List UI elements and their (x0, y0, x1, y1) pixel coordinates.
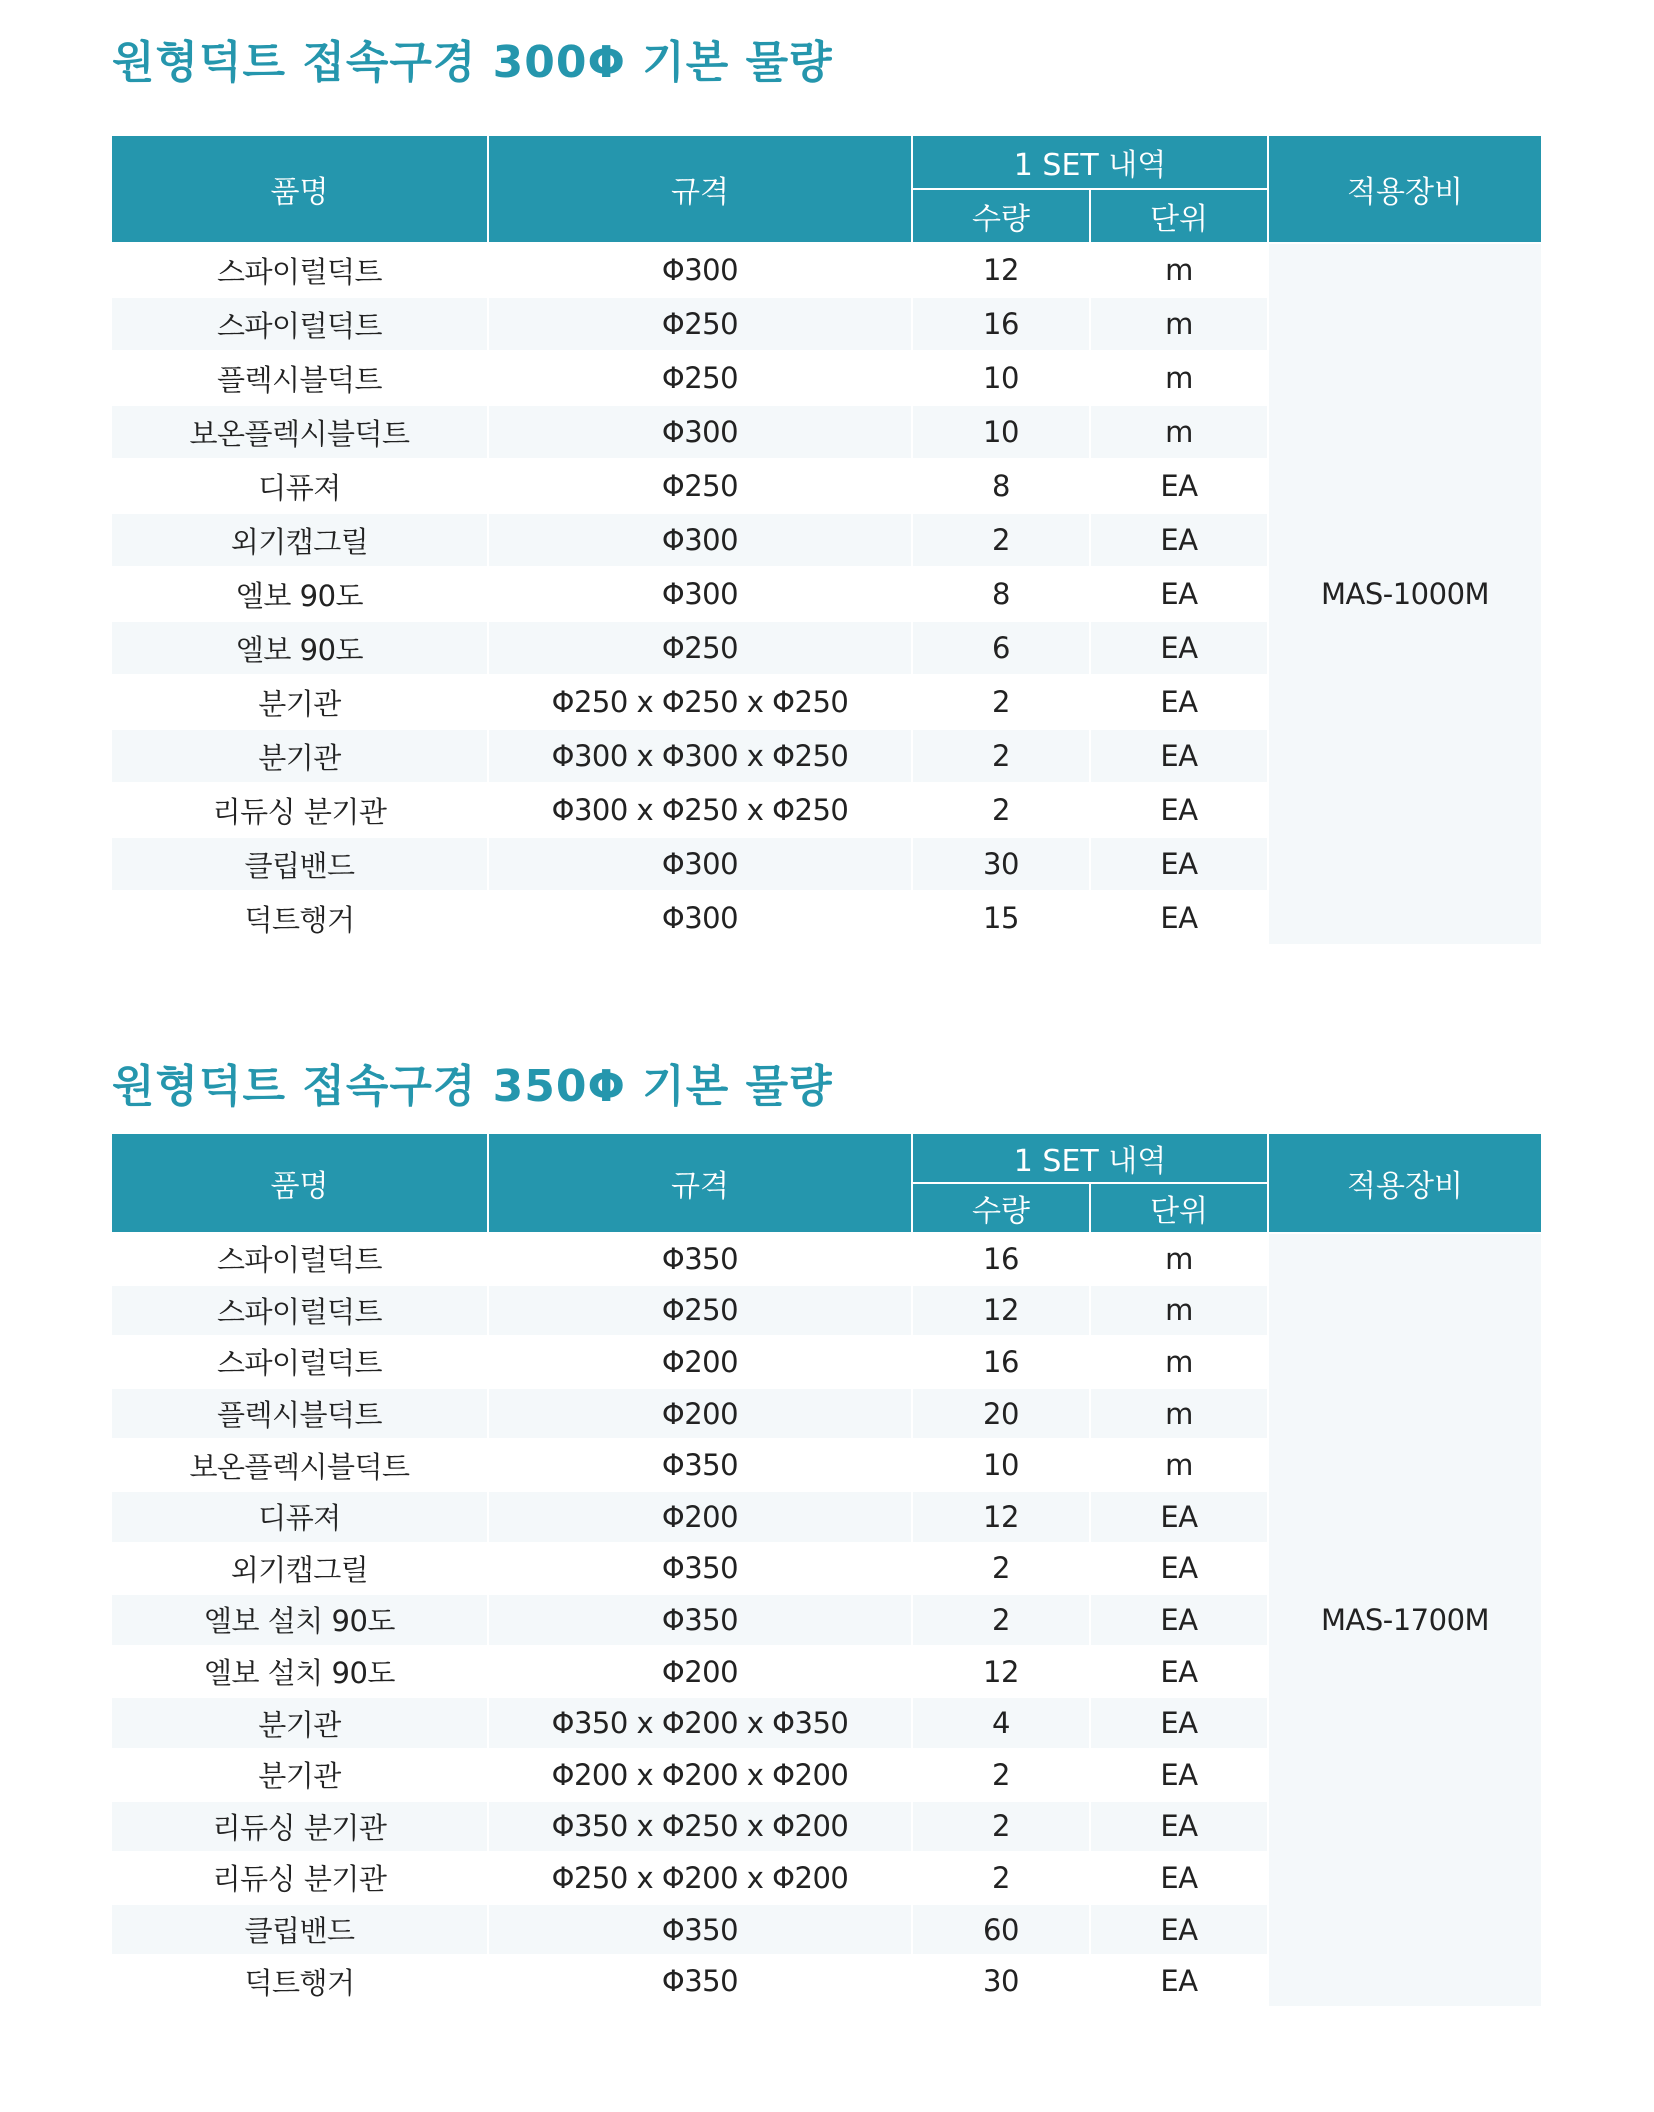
quantity-table-300 (112, 136, 1541, 946)
cell-qty: 2 (912, 1594, 1090, 1646)
cell-unit: EA (1090, 1955, 1268, 2007)
cell-spec: Φ300 (488, 837, 912, 891)
cell-name: 플렉시블덕트 (112, 351, 488, 405)
cell-spec: Φ250 (488, 351, 912, 405)
cell-qty: 15 (912, 891, 1090, 945)
cell-spec: Φ250 (488, 1285, 912, 1337)
header-qty: 수량 (912, 189, 1090, 243)
cell-spec: Φ350 x Φ250 x Φ200 (488, 1801, 912, 1853)
cell-name: 보온플렉시블덕트 (112, 405, 488, 459)
cell-qty: 2 (912, 513, 1090, 567)
cell-qty: 8 (912, 567, 1090, 621)
cell-spec: Φ300 x Φ250 x Φ250 (488, 783, 912, 837)
cell-qty: 16 (912, 1233, 1090, 1285)
cell-qty: 20 (912, 1388, 1090, 1440)
cell-spec: Φ350 (488, 1594, 912, 1646)
cell-unit: m (1090, 297, 1268, 351)
cell-unit: EA (1090, 729, 1268, 783)
cell-unit: m (1090, 1336, 1268, 1388)
cell-unit: m (1090, 1285, 1268, 1337)
cell-unit: EA (1090, 1491, 1268, 1543)
cell-unit: EA (1090, 1749, 1268, 1801)
table-row (112, 1233, 1541, 1285)
cell-spec: Φ250 x Φ200 x Φ200 (488, 1852, 912, 1904)
section-title-350: 원형덕트 접속구경 350Φ 기본 물량 (112, 1061, 833, 1112)
cell-spec: Φ300 (488, 513, 912, 567)
cell-unit: m (1090, 405, 1268, 459)
cell-spec: Φ200 x Φ200 x Φ200 (488, 1749, 912, 1801)
table-row (112, 243, 1541, 297)
header-spec: 규격 (488, 136, 912, 243)
table-body (112, 1233, 1541, 2007)
cell-name: 엘보 90도 (112, 621, 488, 675)
cell-name: 플렉시블덕트 (112, 1388, 488, 1440)
cell-unit: EA (1090, 1697, 1268, 1749)
cell-unit: EA (1090, 1543, 1268, 1595)
cell-spec: Φ350 (488, 1233, 912, 1285)
cell-spec: Φ250 (488, 621, 912, 675)
cell-spec: Φ200 (488, 1646, 912, 1698)
cell-qty: 12 (912, 243, 1090, 297)
cell-qty: 12 (912, 1285, 1090, 1337)
cell-name: 스파이럴덕트 (112, 1285, 488, 1337)
cell-qty: 8 (912, 459, 1090, 513)
cell-unit: EA (1090, 837, 1268, 891)
header-unit: 단위 (1090, 189, 1268, 243)
cell-qty: 60 (912, 1904, 1090, 1956)
cell-spec: Φ250 (488, 459, 912, 513)
cell-unit: EA (1090, 1594, 1268, 1646)
cell-name: 덕트행거 (112, 1955, 488, 2007)
cell-equipment: MAS-1000M (1268, 243, 1541, 945)
cell-spec: Φ300 (488, 567, 912, 621)
cell-unit: m (1090, 1439, 1268, 1491)
cell-spec: Φ300 (488, 405, 912, 459)
cell-qty: 10 (912, 405, 1090, 459)
cell-name: 외기캡그릴 (112, 513, 488, 567)
header-unit: 단위 (1090, 1183, 1268, 1233)
cell-name: 스파이럴덕트 (112, 243, 488, 297)
cell-name: 보온플렉시블덕트 (112, 1439, 488, 1491)
cell-unit: EA (1090, 513, 1268, 567)
header-spec: 규격 (488, 1134, 912, 1233)
cell-name: 리듀싱 분기관 (112, 1801, 488, 1853)
cell-equipment: MAS-1700M (1268, 1233, 1541, 2007)
cell-spec: Φ350 (488, 1904, 912, 1956)
header-set: 1 SET 내역 (912, 136, 1268, 189)
cell-unit: EA (1090, 621, 1268, 675)
cell-qty: 2 (912, 1801, 1090, 1853)
cell-name: 엘보 설치 90도 (112, 1646, 488, 1698)
cell-qty: 2 (912, 1852, 1090, 1904)
cell-qty: 2 (912, 1749, 1090, 1801)
cell-unit: EA (1090, 675, 1268, 729)
cell-name: 스파이럴덕트 (112, 297, 488, 351)
cell-unit: EA (1090, 891, 1268, 945)
cell-qty: 12 (912, 1491, 1090, 1543)
cell-qty: 2 (912, 1543, 1090, 1595)
cell-qty: 30 (912, 837, 1090, 891)
cell-name: 분기관 (112, 675, 488, 729)
cell-qty: 4 (912, 1697, 1090, 1749)
cell-spec: Φ200 (488, 1491, 912, 1543)
cell-qty: 2 (912, 675, 1090, 729)
cell-unit: EA (1090, 1904, 1268, 1956)
cell-qty: 16 (912, 297, 1090, 351)
quantity-table-350 (112, 1134, 1541, 2008)
cell-name: 스파이럴덕트 (112, 1336, 488, 1388)
cell-name: 외기캡그릴 (112, 1543, 488, 1595)
header-set: 1 SET 내역 (912, 1134, 1268, 1183)
cell-unit: EA (1090, 783, 1268, 837)
cell-name: 클립밴드 (112, 837, 488, 891)
cell-spec: Φ300 (488, 891, 912, 945)
cell-qty: 2 (912, 729, 1090, 783)
cell-name: 덕트행거 (112, 891, 488, 945)
cell-qty: 10 (912, 1439, 1090, 1491)
cell-qty: 6 (912, 621, 1090, 675)
cell-qty: 12 (912, 1646, 1090, 1698)
section-title-300: 원형덕트 접속구경 300Φ 기본 물량 (112, 37, 833, 88)
cell-unit: m (1090, 351, 1268, 405)
cell-name: 리듀싱 분기관 (112, 783, 488, 837)
cell-name: 엘보 설치 90도 (112, 1594, 488, 1646)
cell-unit: m (1090, 1233, 1268, 1285)
cell-spec: Φ350 x Φ200 x Φ350 (488, 1697, 912, 1749)
cell-name: 디퓨져 (112, 1491, 488, 1543)
cell-qty: 10 (912, 351, 1090, 405)
header-name: 품명 (112, 136, 488, 243)
cell-spec: Φ350 (488, 1543, 912, 1595)
header-equipment: 적용장비 (1268, 1134, 1541, 1233)
cell-unit: EA (1090, 567, 1268, 621)
header-equipment: 적용장비 (1268, 136, 1541, 243)
cell-spec: Φ200 (488, 1336, 912, 1388)
cell-spec: Φ350 (488, 1955, 912, 2007)
cell-unit: EA (1090, 459, 1268, 513)
cell-name: 분기관 (112, 729, 488, 783)
cell-unit: EA (1090, 1801, 1268, 1853)
cell-unit: m (1090, 243, 1268, 297)
cell-spec: Φ250 x Φ250 x Φ250 (488, 675, 912, 729)
cell-name: 리듀싱 분기관 (112, 1852, 488, 1904)
cell-spec: Φ200 (488, 1388, 912, 1440)
cell-qty: 2 (912, 783, 1090, 837)
header-name: 품명 (112, 1134, 488, 1233)
cell-name: 엘보 90도 (112, 567, 488, 621)
cell-spec: Φ350 (488, 1439, 912, 1491)
cell-name: 스파이럴덕트 (112, 1233, 488, 1285)
cell-qty: 16 (912, 1336, 1090, 1388)
cell-unit: EA (1090, 1852, 1268, 1904)
cell-spec: Φ250 (488, 297, 912, 351)
cell-name: 클립밴드 (112, 1904, 488, 1956)
cell-unit: EA (1090, 1646, 1268, 1698)
cell-name: 분기관 (112, 1749, 488, 1801)
header-qty: 수량 (912, 1183, 1090, 1233)
cell-name: 디퓨져 (112, 459, 488, 513)
cell-spec: Φ300 (488, 243, 912, 297)
cell-name: 분기관 (112, 1697, 488, 1749)
table-body (112, 243, 1541, 945)
cell-spec: Φ300 x Φ300 x Φ250 (488, 729, 912, 783)
cell-unit: m (1090, 1388, 1268, 1440)
cell-qty: 30 (912, 1955, 1090, 2007)
